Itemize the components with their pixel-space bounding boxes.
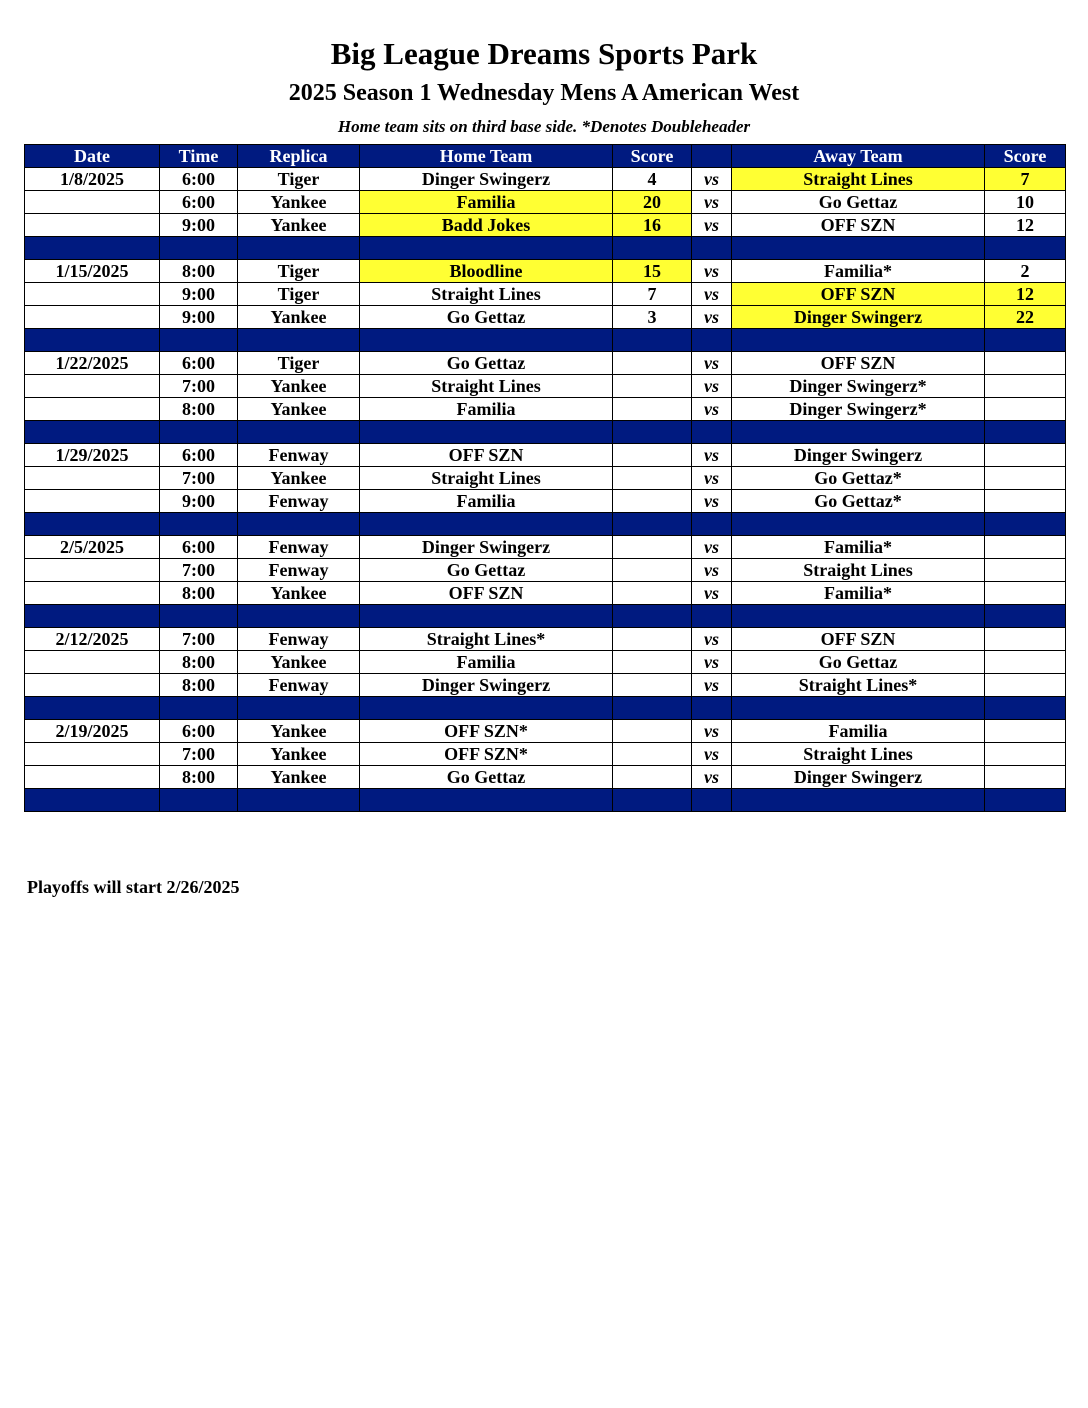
- time-cell: 7:00: [160, 467, 238, 490]
- week-separator-row: [25, 421, 1066, 444]
- date-cell: 1/15/2025: [25, 260, 160, 283]
- time-cell: 8:00: [160, 766, 238, 789]
- separator-cell: [985, 421, 1066, 444]
- home-score-cell: 15: [613, 260, 692, 283]
- home-team-cell: Familia: [360, 651, 613, 674]
- separator-cell: [732, 421, 985, 444]
- table-row: [25, 559, 1066, 582]
- away-score-cell: 22: [985, 306, 1066, 329]
- replica-cell: Fenway: [238, 536, 360, 559]
- replica-cell: Yankee: [238, 743, 360, 766]
- table-row: [25, 720, 1066, 743]
- table-row: [25, 191, 1066, 214]
- vs-label: vs: [692, 720, 732, 743]
- separator-cell: [360, 789, 613, 812]
- home-team-cell: OFF SZN*: [360, 720, 613, 743]
- home-score-cell: [613, 444, 692, 467]
- away-team-cell: Go Gettaz: [732, 651, 985, 674]
- column-header-away-score: Score: [985, 145, 1066, 168]
- home-team-cell: OFF SZN*: [360, 743, 613, 766]
- column-header-vs: [692, 145, 732, 168]
- date-cell: [25, 467, 160, 490]
- away-score-cell: [985, 651, 1066, 674]
- time-cell: 6:00: [160, 191, 238, 214]
- away-score-cell: [985, 720, 1066, 743]
- separator-cell: [985, 605, 1066, 628]
- away-team-cell: Straight Lines: [732, 559, 985, 582]
- time-cell: 6:00: [160, 352, 238, 375]
- separator-cell: [732, 789, 985, 812]
- table-row: [25, 467, 1066, 490]
- away-score-cell: [985, 490, 1066, 513]
- time-cell: 6:00: [160, 168, 238, 191]
- home-team-cell: Bloodline: [360, 260, 613, 283]
- column-header-replica: Replica: [238, 145, 360, 168]
- date-cell: 2/19/2025: [25, 720, 160, 743]
- vs-label: vs: [692, 283, 732, 306]
- separator-cell: [613, 789, 692, 812]
- column-header-home-team: Home Team: [360, 145, 613, 168]
- vs-label: vs: [692, 536, 732, 559]
- separator-cell: [613, 421, 692, 444]
- separator-cell: [25, 513, 160, 536]
- replica-cell: Yankee: [238, 467, 360, 490]
- home-score-cell: [613, 536, 692, 559]
- away-score-cell: [985, 375, 1066, 398]
- time-cell: 8:00: [160, 260, 238, 283]
- time-cell: 8:00: [160, 582, 238, 605]
- home-score-cell: [613, 375, 692, 398]
- table-row: [25, 398, 1066, 421]
- away-team-cell: Go Gettaz*: [732, 467, 985, 490]
- separator-cell: [692, 605, 732, 628]
- away-score-cell: [985, 352, 1066, 375]
- time-cell: 6:00: [160, 536, 238, 559]
- away-score-cell: 7: [985, 168, 1066, 191]
- replica-cell: Fenway: [238, 490, 360, 513]
- away-team-cell: Dinger Swingerz: [732, 444, 985, 467]
- away-team-cell: Go Gettaz*: [732, 490, 985, 513]
- separator-cell: [613, 329, 692, 352]
- date-cell: [25, 559, 160, 582]
- table-row: [25, 743, 1066, 766]
- date-cell: [25, 214, 160, 237]
- vs-label: vs: [692, 168, 732, 191]
- separator-cell: [360, 237, 613, 260]
- home-team-cell: Dinger Swingerz: [360, 168, 613, 191]
- away-team-cell: Straight Lines: [732, 168, 985, 191]
- vs-label: vs: [692, 766, 732, 789]
- date-cell: [25, 651, 160, 674]
- away-score-cell: [985, 582, 1066, 605]
- separator-cell: [160, 605, 238, 628]
- home-score-cell: [613, 467, 692, 490]
- table-row: [25, 490, 1066, 513]
- separator-cell: [238, 697, 360, 720]
- away-team-cell: Familia*: [732, 260, 985, 283]
- separator-cell: [692, 789, 732, 812]
- replica-cell: Yankee: [238, 375, 360, 398]
- replica-cell: Fenway: [238, 628, 360, 651]
- vs-label: vs: [692, 582, 732, 605]
- separator-cell: [160, 789, 238, 812]
- table-row: [25, 260, 1066, 283]
- separator-cell: [238, 237, 360, 260]
- vs-label: vs: [692, 651, 732, 674]
- away-score-cell: 12: [985, 214, 1066, 237]
- schedule-note: Home team sits on third base side. *Denotes Doubleheader: [337, 117, 751, 136]
- week-separator-row: [25, 513, 1066, 536]
- away-team-cell: Straight Lines*: [732, 674, 985, 697]
- replica-cell: Yankee: [238, 214, 360, 237]
- separator-cell: [25, 421, 160, 444]
- home-team-cell: Straight Lines: [360, 375, 613, 398]
- separator-cell: [160, 329, 238, 352]
- table-header-row: [25, 145, 1066, 168]
- away-score-cell: [985, 559, 1066, 582]
- schedule-body: [25, 168, 1066, 812]
- replica-cell: Tiger: [238, 352, 360, 375]
- date-cell: 1/8/2025: [25, 168, 160, 191]
- date-cell: [25, 306, 160, 329]
- replica-cell: Fenway: [238, 674, 360, 697]
- away-score-cell: [985, 628, 1066, 651]
- separator-cell: [25, 789, 160, 812]
- replica-cell: Yankee: [238, 720, 360, 743]
- separator-cell: [732, 697, 985, 720]
- away-score-cell: [985, 766, 1066, 789]
- home-team-cell: OFF SZN: [360, 444, 613, 467]
- home-score-cell: [613, 559, 692, 582]
- away-score-cell: [985, 743, 1066, 766]
- away-team-cell: Dinger Swingerz: [732, 766, 985, 789]
- date-cell: [25, 375, 160, 398]
- home-team-cell: Go Gettaz: [360, 352, 613, 375]
- table-row: [25, 444, 1066, 467]
- time-cell: 7:00: [160, 375, 238, 398]
- separator-cell: [160, 237, 238, 260]
- separator-cell: [238, 421, 360, 444]
- date-cell: [25, 398, 160, 421]
- separator-cell: [238, 605, 360, 628]
- time-cell: 9:00: [160, 490, 238, 513]
- date-cell: 1/29/2025: [25, 444, 160, 467]
- vs-label: vs: [692, 214, 732, 237]
- date-cell: [25, 743, 160, 766]
- replica-cell: Tiger: [238, 283, 360, 306]
- separator-cell: [238, 513, 360, 536]
- week-separator-row: [25, 605, 1066, 628]
- table-row: [25, 352, 1066, 375]
- vs-label: vs: [692, 260, 732, 283]
- separator-cell: [985, 237, 1066, 260]
- home-team-cell: Dinger Swingerz: [360, 674, 613, 697]
- separator-cell: [613, 697, 692, 720]
- replica-cell: Fenway: [238, 559, 360, 582]
- week-separator-row: [25, 789, 1066, 812]
- date-cell: 2/5/2025: [25, 536, 160, 559]
- home-score-cell: [613, 628, 692, 651]
- separator-cell: [985, 513, 1066, 536]
- home-team-cell: Straight Lines: [360, 283, 613, 306]
- schedule-table: [24, 144, 1066, 812]
- page-subtitle: 2025 Season 1 Wednesday Mens A American West: [288, 80, 800, 106]
- vs-label: vs: [692, 490, 732, 513]
- home-score-cell: [613, 490, 692, 513]
- vs-label: vs: [692, 674, 732, 697]
- home-team-cell: Go Gettaz: [360, 306, 613, 329]
- separator-cell: [238, 329, 360, 352]
- date-cell: [25, 490, 160, 513]
- separator-cell: [692, 237, 732, 260]
- away-team-cell: Familia*: [732, 582, 985, 605]
- vs-label: vs: [692, 559, 732, 582]
- date-cell: 2/12/2025: [25, 628, 160, 651]
- away-team-cell: Familia: [732, 720, 985, 743]
- separator-cell: [25, 329, 160, 352]
- separator-cell: [160, 421, 238, 444]
- home-score-cell: 7: [613, 283, 692, 306]
- table-row: [25, 582, 1066, 605]
- away-team-cell: Dinger Swingerz*: [732, 375, 985, 398]
- separator-cell: [360, 329, 613, 352]
- separator-cell: [613, 605, 692, 628]
- away-score-cell: 2: [985, 260, 1066, 283]
- separator-cell: [160, 697, 238, 720]
- column-header-home-score: Score: [613, 145, 692, 168]
- date-cell: 1/22/2025: [25, 352, 160, 375]
- replica-cell: Yankee: [238, 651, 360, 674]
- away-team-cell: Go Gettaz: [732, 191, 985, 214]
- separator-cell: [160, 513, 238, 536]
- page-title: Big League Dreams Sports Park: [330, 36, 758, 71]
- time-cell: 8:00: [160, 674, 238, 697]
- replica-cell: Yankee: [238, 306, 360, 329]
- separator-cell: [360, 605, 613, 628]
- replica-cell: Tiger: [238, 168, 360, 191]
- home-team-cell: Straight Lines: [360, 467, 613, 490]
- vs-label: vs: [692, 306, 732, 329]
- home-team-cell: Familia: [360, 398, 613, 421]
- time-cell: 8:00: [160, 398, 238, 421]
- away-score-cell: [985, 674, 1066, 697]
- separator-cell: [692, 697, 732, 720]
- away-team-cell: OFF SZN: [732, 352, 985, 375]
- away-team-cell: OFF SZN: [732, 283, 985, 306]
- vs-label: vs: [692, 352, 732, 375]
- week-separator-row: [25, 329, 1066, 352]
- away-score-cell: [985, 467, 1066, 490]
- date-cell: [25, 283, 160, 306]
- home-team-cell: Familia: [360, 191, 613, 214]
- time-cell: 6:00: [160, 720, 238, 743]
- home-score-cell: 16: [613, 214, 692, 237]
- separator-cell: [25, 697, 160, 720]
- week-separator-row: [25, 697, 1066, 720]
- away-score-cell: [985, 444, 1066, 467]
- home-team-cell: Go Gettaz: [360, 559, 613, 582]
- date-cell: [25, 766, 160, 789]
- separator-cell: [732, 329, 985, 352]
- column-header-date: Date: [25, 145, 160, 168]
- time-cell: 9:00: [160, 283, 238, 306]
- time-cell: 8:00: [160, 651, 238, 674]
- table-row: [25, 214, 1066, 237]
- away-score-cell: [985, 398, 1066, 421]
- away-score-cell: 12: [985, 283, 1066, 306]
- away-team-cell: OFF SZN: [732, 214, 985, 237]
- home-score-cell: 20: [613, 191, 692, 214]
- home-team-cell: Badd Jokes: [360, 214, 613, 237]
- separator-cell: [613, 513, 692, 536]
- home-score-cell: [613, 651, 692, 674]
- home-team-cell: Go Gettaz: [360, 766, 613, 789]
- table-row: [25, 306, 1066, 329]
- replica-cell: Tiger: [238, 260, 360, 283]
- date-cell: [25, 582, 160, 605]
- separator-cell: [360, 421, 613, 444]
- playoffs-note: Playoffs will start 2/26/2025: [27, 877, 240, 897]
- away-team-cell: Straight Lines: [732, 743, 985, 766]
- separator-cell: [360, 513, 613, 536]
- home-score-cell: [613, 720, 692, 743]
- replica-cell: Fenway: [238, 444, 360, 467]
- replica-cell: Yankee: [238, 582, 360, 605]
- home-team-cell: OFF SZN: [360, 582, 613, 605]
- vs-label: vs: [692, 467, 732, 490]
- vs-label: vs: [692, 444, 732, 467]
- column-header-away-team: Away Team: [732, 145, 985, 168]
- away-team-cell: OFF SZN: [732, 628, 985, 651]
- separator-cell: [732, 237, 985, 260]
- time-cell: 7:00: [160, 628, 238, 651]
- separator-cell: [985, 697, 1066, 720]
- vs-label: vs: [692, 191, 732, 214]
- separator-cell: [732, 513, 985, 536]
- table-row: [25, 283, 1066, 306]
- vs-label: vs: [692, 628, 732, 651]
- home-score-cell: [613, 352, 692, 375]
- replica-cell: Yankee: [238, 398, 360, 421]
- separator-cell: [25, 237, 160, 260]
- away-score-cell: [985, 536, 1066, 559]
- home-score-cell: 3: [613, 306, 692, 329]
- separator-cell: [732, 605, 985, 628]
- home-team-cell: Familia: [360, 490, 613, 513]
- vs-label: vs: [692, 398, 732, 421]
- away-score-cell: 10: [985, 191, 1066, 214]
- vs-label: vs: [692, 375, 732, 398]
- week-separator-row: [25, 237, 1066, 260]
- separator-cell: [985, 329, 1066, 352]
- away-team-cell: Familia*: [732, 536, 985, 559]
- vs-label: vs: [692, 743, 732, 766]
- home-score-cell: [613, 766, 692, 789]
- date-cell: [25, 191, 160, 214]
- home-score-cell: [613, 674, 692, 697]
- table-row: [25, 766, 1066, 789]
- replica-cell: Yankee: [238, 766, 360, 789]
- home-score-cell: [613, 582, 692, 605]
- away-team-cell: Dinger Swingerz: [732, 306, 985, 329]
- separator-cell: [613, 237, 692, 260]
- away-team-cell: Dinger Swingerz*: [732, 398, 985, 421]
- date-cell: [25, 674, 160, 697]
- time-cell: 9:00: [160, 306, 238, 329]
- table-row: [25, 674, 1066, 697]
- separator-cell: [25, 605, 160, 628]
- separator-cell: [238, 789, 360, 812]
- replica-cell: Yankee: [238, 191, 360, 214]
- separator-cell: [692, 421, 732, 444]
- time-cell: 7:00: [160, 743, 238, 766]
- time-cell: 7:00: [160, 559, 238, 582]
- separator-cell: [692, 513, 732, 536]
- column-header-time: Time: [160, 145, 238, 168]
- time-cell: 9:00: [160, 214, 238, 237]
- time-cell: 6:00: [160, 444, 238, 467]
- home-score-cell: 4: [613, 168, 692, 191]
- table-row: [25, 628, 1066, 651]
- home-team-cell: Dinger Swingerz: [360, 536, 613, 559]
- table-row: [25, 168, 1066, 191]
- table-row: [25, 536, 1066, 559]
- separator-cell: [360, 697, 613, 720]
- home-score-cell: [613, 398, 692, 421]
- separator-cell: [692, 329, 732, 352]
- table-row: [25, 651, 1066, 674]
- home-team-cell: Straight Lines*: [360, 628, 613, 651]
- table-row: [25, 375, 1066, 398]
- separator-cell: [985, 789, 1066, 812]
- home-score-cell: [613, 743, 692, 766]
